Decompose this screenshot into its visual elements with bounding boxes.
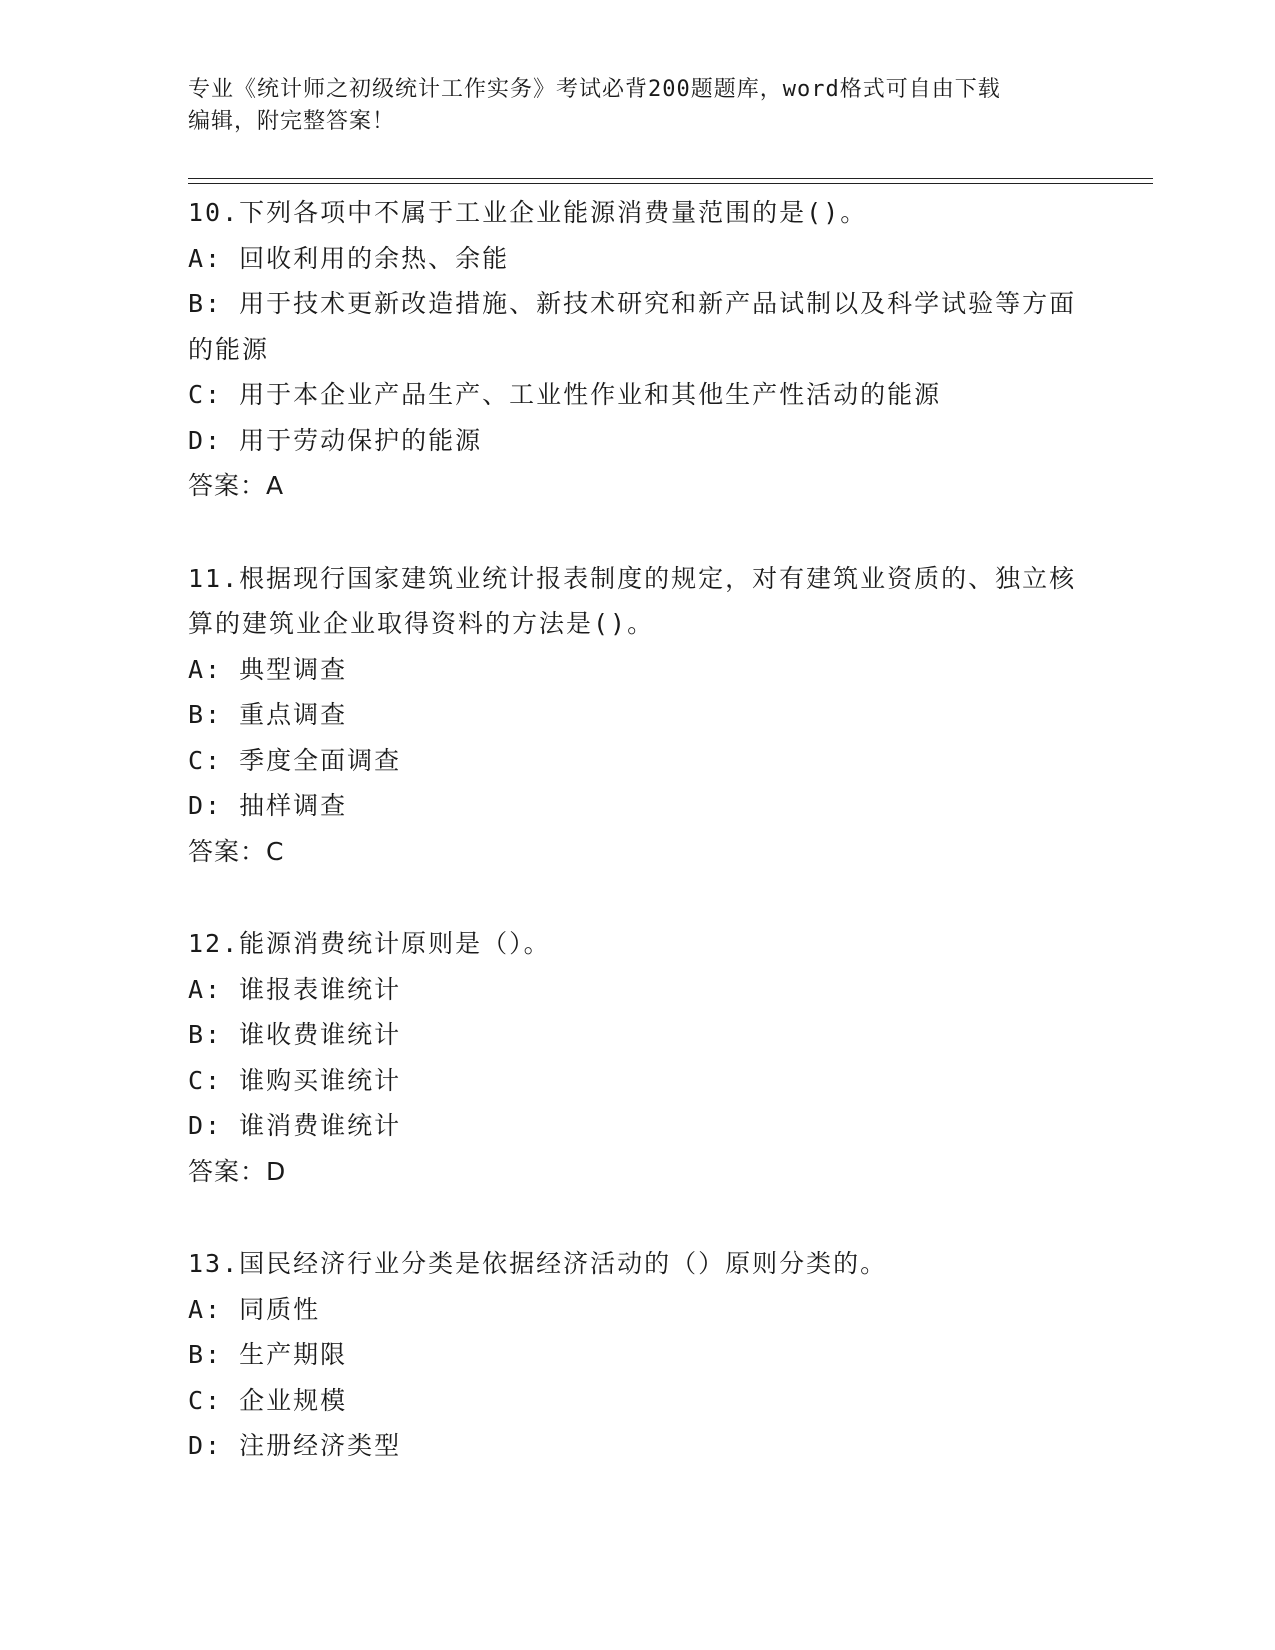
header-divider-top xyxy=(188,178,1153,179)
option-b: B: 谁收费谁统计 xyxy=(188,1020,402,1049)
question-11 xyxy=(188,556,1088,875)
option-c: C: 谁购买谁统计 xyxy=(188,1065,402,1095)
option-b: B: 重点调查 xyxy=(188,700,348,729)
option-d: D: 用于劳动保护的能源 xyxy=(188,425,483,455)
option-a: A: 同质性 xyxy=(188,1294,321,1324)
spacer xyxy=(188,1194,1088,1241)
answer: 答案：A xyxy=(188,471,285,500)
option-d: D: 谁消费谁统计 xyxy=(188,1111,402,1140)
spacer xyxy=(188,874,1088,921)
question-stem: 11.根据现行国家建筑业统计报表制度的规定，对有建筑业资质的、独立核算的建筑业企业取得资料的方法是()。 xyxy=(188,563,1077,638)
spacer xyxy=(188,509,1088,556)
question-stem: 12.能源消费统计原则是（）。 xyxy=(188,929,551,958)
question-10 xyxy=(188,190,1088,509)
option-a: A: 谁报表谁统计 xyxy=(188,974,402,1004)
question-12 xyxy=(188,921,1088,1194)
option-c: C: 季度全面调查 xyxy=(188,745,402,775)
option-c: C: 用于本企业产品生产、工业性作业和其他生产性活动的能源 xyxy=(188,380,942,409)
question-stem: 13.国民经济行业分类是依据经济活动的（）原则分类的。 xyxy=(188,1249,888,1278)
option-b: B: 生产期限 xyxy=(188,1340,348,1369)
answer: 答案：D xyxy=(188,1156,287,1186)
option-d: D: 注册经济类型 xyxy=(188,1431,402,1460)
question-list xyxy=(188,190,1088,1469)
question-13 xyxy=(188,1241,1088,1469)
header-divider-bottom xyxy=(188,183,1153,184)
option-b: B: 用于技术更新改造措施、新技术研究和新产品试制以及科学试验等方面的能源 xyxy=(188,289,1077,364)
option-a: A: 回收利用的余热、余能 xyxy=(188,243,510,273)
question-stem: 10.下列各项中不属于工业企业能源消费量范围的是()。 xyxy=(188,198,868,227)
option-d: D: 抽样调查 xyxy=(188,791,348,820)
option-c: C: 企业规模 xyxy=(188,1385,348,1415)
option-a: A: 典型调查 xyxy=(188,654,348,684)
header-line-2: 编辑，附完整答案！ xyxy=(188,109,396,134)
header-line-1: 专业《统计师之初级统计工作实务》考试必背200题题库，word格式可自由下载 xyxy=(188,77,1001,102)
document-header xyxy=(188,74,1088,138)
answer: 答案：C xyxy=(188,836,285,866)
